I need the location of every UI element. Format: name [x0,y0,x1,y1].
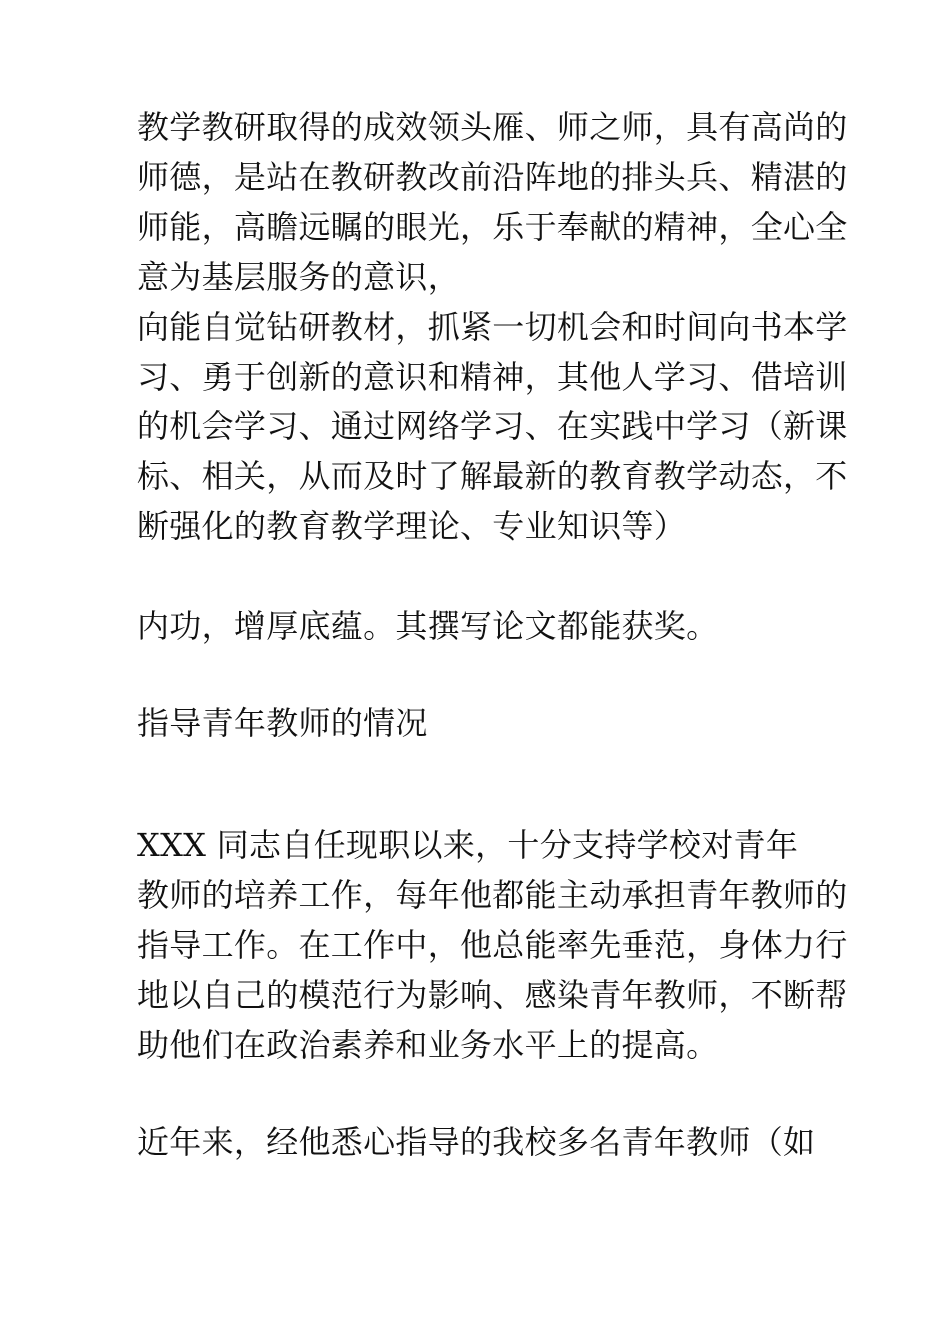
paragraph-1-line-1: 教学教研取得的成效领头雁、师之师，具有高尚的 [137,108,848,146]
paragraph-5-line-1: 近年来，经他悉心指导的我校多名青年教师（如 [137,1123,816,1161]
paragraph-4-line-4: 地以自己的模范行为影响、感染青年教师，不断帮 [137,976,848,1014]
paragraph-1-line-3: 师能，高瞻远瞩的眼光，乐于奉献的精神，全心全 [137,208,848,246]
paragraph-4-line-2: 教师的培养工作，每年他都能主动承担青年教师的 [137,876,848,914]
paragraph-3-line-1: 内功，增厚底蕴。其撰写论文都能获奖。 [137,607,719,645]
paragraph-2-line-1: 向能自觉钻研教材，抓紧一切机会和时间向书本学 [137,308,848,346]
paragraph-2-line-4: 标、相关，从而及时了解最新的教育教学动态，不 [137,457,848,495]
paragraph-2-line-5: 断强化的教育教学理论、专业知识等） [137,507,687,545]
paragraph-2-line-2: 习、勇于创新的意识和精神，其他人学习、借培训 [137,358,848,396]
paragraph-4-line-3: 指导工作。在工作中，他总能率先垂范，身体力行 [137,926,848,964]
paragraph-4-line-1: XXX 同志自任现职以来，十分支持学校对青年 [137,826,799,864]
paragraph-1-line-4: 意为基层服务的意识， [137,258,461,296]
paragraph-1-line-2: 师德，是站在教研教改前沿阵地的排头兵、精湛的 [137,158,848,196]
paragraph-4-line-5: 助他们在政治素养和业务水平上的提高。 [137,1026,719,1064]
paragraph-2-line-3: 的机会学习、通过网络学习、在实践中学习（新课 [137,407,848,445]
section-heading: 指导青年教师的情况 [137,704,428,742]
